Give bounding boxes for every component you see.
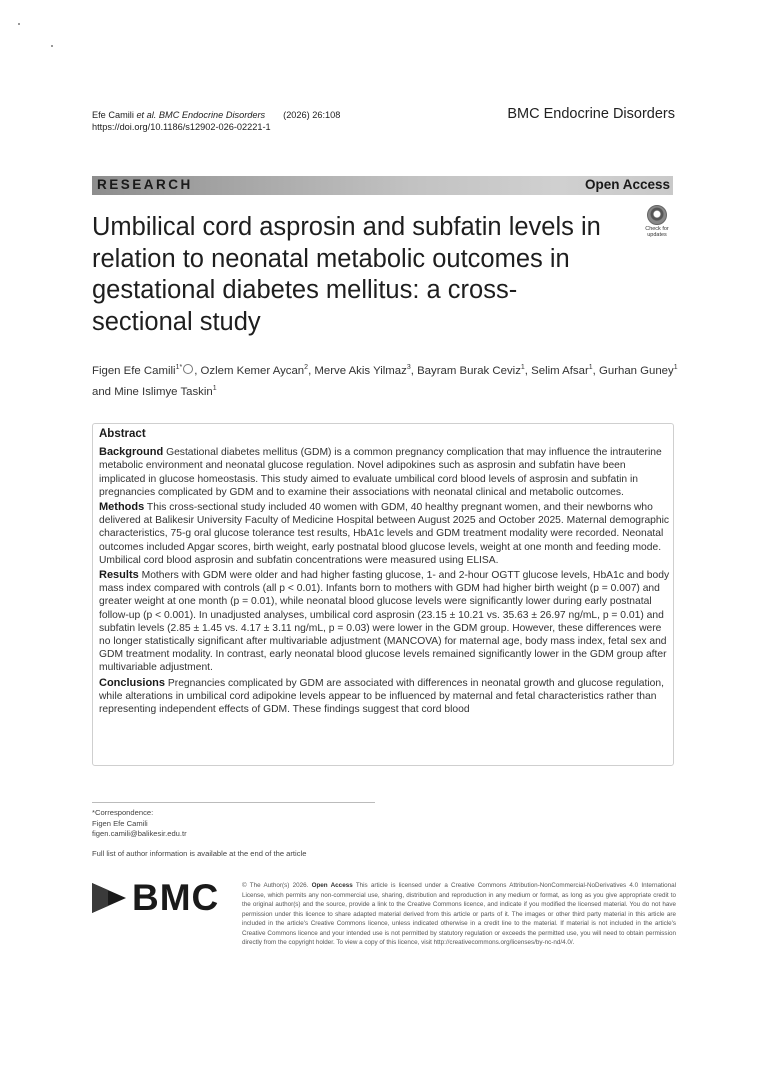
author-name: Ozlem Kemer Aycan — [200, 364, 305, 377]
orcid-icon[interactable] — [183, 364, 193, 374]
author-affiliation: 2 — [304, 364, 309, 371]
full-author-list-note: Full list of author information is available at the end of the article — [92, 849, 307, 858]
article-title: Umbilical cord asprosin and subfatin levels in relation to neonatal metabolic outcomes in gestational diabetes mellitus: a cross-sectional study — [92, 213, 601, 336]
footnote-divider — [92, 802, 375, 803]
section-label: Background — [99, 446, 164, 459]
section-banner — [92, 176, 673, 195]
section-text: This cross-sectional study included 40 women with GDM, 40 healthy pregnant women, and their newborns who delivered at Balikesir University Faculty of Medicine Hospital between August 2025 and October 2025. Maternal demographic characteristics, 75-g oral glucose tolerance test results, HbA1c levels and GDM treatment modality were recorded. Neonatal outcomes included Apgar scores, birth weight, early postnatal blood glucose levels, weight at one month and feeding mode. Umbilical cord blood asprosin and subfatin concentrations were measured using ELISA. — [99, 502, 670, 566]
section-text: Pregnancies complicated by GDM are associated with differences in neonatal growth and glucose regulation, while alterations in umbilical cord adipokine levels appear to be influenced by maternal and fetal characteristics rather than representing independent effects of GDM. These findings suggest that cord blood — [99, 677, 664, 716]
section-text: Mothers with GDM were older and had higher fasting glucose, 1- and 2-hour OGTT glucose levels, HbA1c and body mass index compared with controls (all p < 0.01). Infants born to mothers with GDM had higher birth weight (p = 0.007) and greater weight at one month (p = 0.01), while neonatal blood glucose levels were significantly lower during early postnatal follow-up (p < 0.001). In unadjusted analyses, umbilical cord asprosin (23.15 ± 10.21 vs. 35.63 ± 26.97 ng/mL, p = 0.01) and subfatin levels (2.85 ± 1.45 vs. 4.17 ± 3.11 ng/mL, p = 0.03) were lower in the GDM group. However, these differences were no longer statistically significant after multivariable adjustment (MANCOVA) for maternal age, body mass index, fetal sex and GDM treatment modality. In contrast, early neonatal blood glucose levels remained significantly lower in the GDM group after multivariable adjustment. — [99, 570, 670, 674]
author-list: Figen Efe Camili$^{1*}$ , Ozlem Kemer Aycan$^2$, Merve Akis Yilmaz$^3$, Bayram Burak Ceviz$^1$, Selim Afsar$^1$, Gurhan Guney$^1$ and Mine Islimye Taskin$^1$ — [92, 364, 678, 398]
correspondence-name: Figen Efe Camili — [92, 818, 148, 828]
section-text: Gestational diabetes mellitus (GDM) is a common pregnancy complication that may influence the intrauterine metabolic environment and neonatal glucose regulation. Novel adipokines such as asprosin and subfatin have been implicated in glucose homeostasis. This study aimed to evaluate umbilical cord blood levels of asprosin and subfatin in pregnancies complicated by GDM and to examine their associations with neonatal clinical and metabolic outcomes. — [99, 447, 662, 498]
citation-year-volume: (2026) 26:108 — [283, 110, 341, 120]
author-name: Bayram Burak Ceviz — [417, 364, 521, 377]
citation-line — [92, 109, 340, 121]
author-name: Figen Efe Camili — [92, 364, 176, 377]
author-affiliation: 1 — [588, 364, 593, 371]
license-open-access: Open Access — [311, 882, 353, 889]
section-label: Methods — [99, 501, 145, 514]
author-affiliation: 1 — [212, 384, 217, 392]
abstract-heading: Abstract — [99, 428, 146, 440]
journal-name: BMC Endocrine Disorders — [507, 106, 675, 122]
authors-and: and — [92, 385, 112, 398]
abstract-results — [99, 569, 671, 675]
check-updates-icon — [647, 205, 667, 225]
bmc-logo — [92, 877, 227, 919]
check-for-updates-button[interactable] — [640, 205, 674, 238]
citation-header — [92, 109, 340, 133]
section-label: RESEARCH — [97, 177, 193, 192]
citation-authors: Efe Camili — [92, 110, 134, 120]
correspondence-block — [92, 808, 187, 840]
abstract-conclusions — [99, 677, 671, 717]
abstract-background — [99, 446, 671, 499]
author-name: Merve Akis Yilmaz — [314, 364, 407, 377]
license-copyright: © The Author(s) 2026. — [242, 882, 309, 889]
check-updates-label: Check for updates — [645, 226, 669, 238]
author-name: Mine Islimye Taskin — [114, 385, 213, 398]
open-access-label: Open Access — [584, 177, 670, 192]
abstract-methods — [99, 501, 671, 567]
bmc-logo-mark-icon — [92, 883, 126, 913]
citation-etal: et al. — [136, 110, 157, 120]
section-label: Conclusions — [99, 676, 166, 689]
section-label: Results — [99, 569, 139, 582]
author-name: Selim Afsar — [531, 364, 589, 377]
author-affiliation: 1 — [673, 364, 678, 371]
abstract-box — [92, 423, 674, 766]
correspondence-label: *Correspondence: — [92, 808, 154, 817]
author-affiliation: 1* — [175, 364, 183, 371]
license-statement — [242, 881, 676, 948]
bmc-logo-text: BMC — [132, 877, 220, 918]
license-text: This article is licensed under a Creative Commons Attribution-NonCommercial-NoDerivatives 4.0 International License, which permits any non-commercial use, sharing, distribution and reproduction in any medium or format, as long as you give appropriate credit to the original author(s) and the source, provide a link to the Creative Commons licence, and indicate if you modified the licensed material. You do not have permission under this licence to share adapted material derived from this article or parts of it. The images or other third party material in this article are included in the article's Creative Commons licence, unless indicated otherwise in a credit line to the material. If material is not included in the article's Creative Commons licence and your intended use is not permitted by statutory regulation or exceeds the permitted use, you will need to obtain permission directly from the copyright holder. To view a copy of this licence, visit http://creativecommons.org/licenses/by-nc-nd/4.0/. — [242, 882, 677, 946]
author-affiliation: 1 — [520, 364, 525, 371]
doi-link[interactable]: https://doi.org/10.1186/s12902-026-02221-1 — [92, 122, 271, 132]
correspondence-email[interactable]: figen.camili@balikesir.edu.tr — [92, 829, 187, 838]
author-name: Gurhan Guney — [599, 364, 674, 377]
citation-journal: BMC Endocrine Disorders — [158, 110, 266, 120]
author-affiliation: 3 — [406, 364, 411, 371]
